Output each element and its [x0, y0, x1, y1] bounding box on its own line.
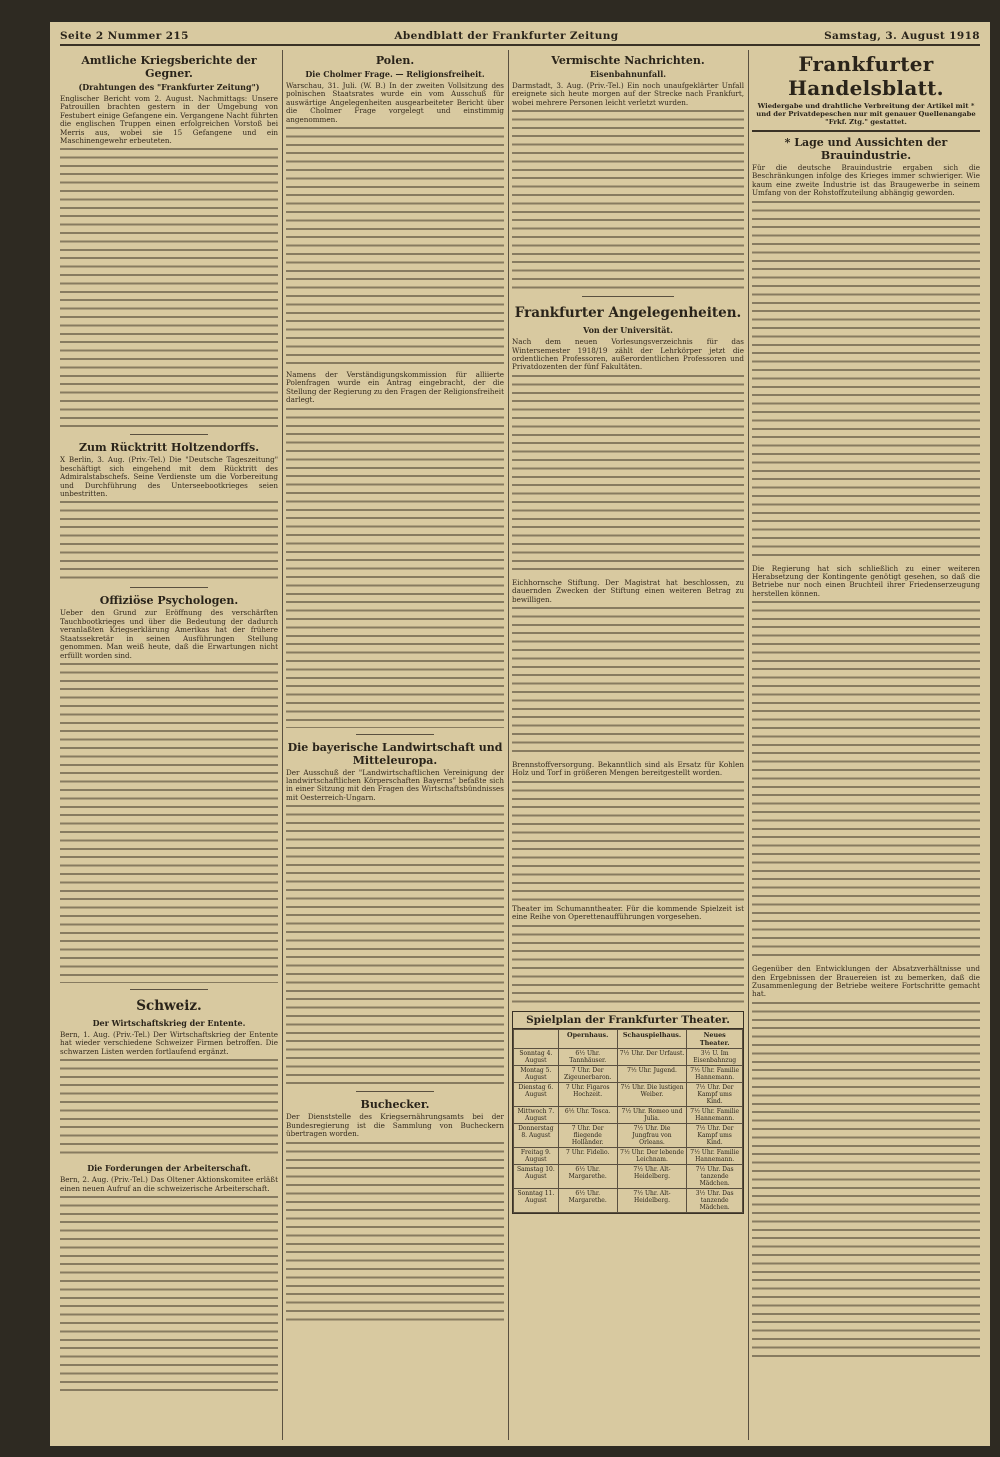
article-text: Darmstadt, 3. Aug. (Priv.-Tel.) Ein noch unaufgeklärter Unfall ereignete sich heute morgen auf der Strecke nach Frankfurt, wobei mehrere Personen leicht verletzt wurden. — [512, 81, 744, 107]
column-1 — [60, 50, 278, 1442]
column-rule — [282, 50, 283, 1440]
table-cell: Samstag 10. August — [514, 1164, 559, 1188]
table-cell: 7½ Uhr. Romeo und Julia. — [617, 1106, 687, 1123]
article-subheadline: Der Wirtschaftskrieg der Entente. — [92, 1017, 246, 1028]
article-text-block — [286, 408, 504, 728]
table-row — [514, 1082, 743, 1106]
article-text-block — [60, 1196, 278, 1396]
article-text: Für die deutsche Brauindustrie ergaben sich die Beschränkungen infolge des Krieges immer schwieriger. Wie kaum eine zweite Industrie ist das Braugewerbe in seinem Umfang von der Rohstoffzuteilung abhängig geworden. — [752, 163, 980, 198]
section-masthead-note: Wiedergabe und drahtliche Verbreitung der Artikel mit * und der Privatdepeschen nur mit genauer Quellenangabe "Frkf. Ztg." gestattet. — [756, 102, 976, 126]
divider — [356, 734, 434, 735]
article-text: Eichhornsche Stiftung. Der Magistrat hat beschlossen, zu dauernden Zwecken der Stiftung einen weiteren Betrag zu bewilligen. — [512, 577, 744, 604]
table-header-row — [514, 1029, 743, 1048]
table-row — [514, 1164, 743, 1188]
table-cell: 7½ Uhr. Alt-Heidelberg. — [617, 1164, 687, 1188]
table-cell: Sonntag 11. August — [514, 1188, 559, 1212]
article-subheadline: Die Forderungen der Arbeiterschaft. — [87, 1163, 251, 1174]
header-date: Samstag, 3. August 1918 — [824, 30, 980, 42]
column-rule — [508, 50, 509, 1440]
table-cell: 6½ Uhr. Tosca. — [558, 1106, 617, 1123]
table-cell: Dienstag 6. August — [514, 1082, 559, 1106]
article-text: Bern, 1. Aug. (Priv.-Tel.) Der Wirtschaftskrieg der Entente hat wieder verschiedene Schweizer Firmen betroffen. Die schwarzen Listen werden fortlaufend ergänzt. — [60, 1029, 278, 1056]
table-cell: 7 Uhr. Fidelio. — [558, 1147, 617, 1164]
table-row — [514, 1106, 743, 1123]
article-text-block — [60, 1059, 278, 1159]
theater-schedule-table — [513, 1029, 743, 1213]
table-cell: Freitag 9. August — [514, 1147, 559, 1164]
column-3 — [512, 50, 744, 1442]
table-header-cell — [514, 1029, 559, 1048]
table-cell: 3½ U. Im Eisenbahnzug — [687, 1048, 743, 1065]
article-text-block — [512, 110, 744, 290]
article-text: Bern, 2. Aug. (Priv.-Tel.) Das Oltener Aktionskomitee erläßt einen neuen Aufruf an die schweizerische Arbeiterschaft. — [60, 1175, 278, 1193]
table-row — [514, 1048, 743, 1065]
article-subheadline: Von der Universität. — [583, 325, 673, 336]
article-text: Gegenüber den Entwicklungen der Absatzverhältnisse und den Ergebnissen der Brauereien ist zu bemerken, daß die Zusammenlegung der Betriebe weitere Fortschritte gemacht hat. — [752, 964, 980, 999]
article-subheadline: Die Cholmer Frage. — Religionsfreiheit. — [305, 69, 485, 79]
article-text: Warschau, 31. Juli. (W. B.) In der zweiten Vollsitzung des polnischen Staatsrates wurde ein vom Ausschuß für auswärtige Angelegenheiten ausgearbeiteter Bericht über die Cholmer Frage vorgelegt und einstimmig angenommen. — [286, 81, 504, 124]
column-rule — [748, 50, 749, 1440]
header-page-number: Seite 2 Nummer 215 — [60, 30, 189, 42]
table-cell: 7½ Uhr. Familie Hannemann. — [687, 1147, 743, 1164]
table-row — [514, 1123, 743, 1147]
article-headline: Zum Rücktritt Holtzendorffs. — [78, 441, 260, 455]
article-text-block — [286, 127, 504, 367]
table-cell: 7½ Uhr. Die Jungfrau von Orleans. — [617, 1123, 687, 1147]
article-text-block — [286, 1142, 504, 1322]
article-text-block — [752, 601, 980, 961]
article-headline: Vermischte Nachrichten. — [551, 54, 705, 67]
table-cell: 6½ Uhr. Margarethe. — [558, 1164, 617, 1188]
divider — [130, 587, 208, 588]
table-cell: Donnerstag 8. August — [514, 1123, 559, 1147]
divider — [130, 434, 208, 435]
table-cell: Montag 5. August — [514, 1065, 559, 1082]
table-cell: Sonntag 4. August — [514, 1048, 559, 1065]
article-text-block — [752, 201, 980, 561]
article-text-block — [60, 148, 278, 428]
article-headline: Die bayerische Landwirtschaft und Mitteleuropa. — [287, 740, 503, 767]
article-headline: Schweiz. — [136, 997, 202, 1014]
page-header — [60, 28, 980, 46]
article-text: Der Ausschuß der "Landwirtschaftlichen Vereinigung der landwirtschaftlichen Körperschaften Bayerns" befaßte sich in einer Sitzung mit den Fragen des Wirtschaftsbündnisses mit Oesterreich-Ungarn. — [286, 767, 504, 802]
article-headline: Amtliche Kriegsberichte der Gegner. — [81, 54, 257, 80]
article-text-block — [512, 925, 744, 1005]
table-cell: 7½ Uhr. Familie Hannemann. — [687, 1106, 743, 1123]
table-cell: 7 Uhr. Figaros Hochzeit. — [558, 1082, 617, 1106]
article-text: Englischer Bericht vom 2. August. Nachmittags: Unsere Patrouillen brachten gestern in der Umgebung von Festubert einige Gefangene ein. Vergangene Nacht führten die englischen Truppen einen erfolgreichen Vorstoß bei Merris aus, wobei sie 15 Gefangene und ein Maschinengewehr erbeuteten. — [60, 94, 278, 146]
table-cell: 7½ Uhr. Das tanzende Mädchen. — [687, 1164, 743, 1188]
table-cell: 7½ Uhr. Der Kampf ums Kind. — [687, 1123, 743, 1147]
section-masthead: Frankfurter Handelsblatt. — [788, 52, 944, 100]
table-header-cell: Schauspielhaus. — [617, 1029, 687, 1048]
table-header-cell: Opernhaus. — [558, 1029, 617, 1048]
table-row — [514, 1188, 743, 1212]
article-text: Nach dem neuen Vorlesungsverzeichnis für das Wintersemester 1918/19 zählt der Lehrkörper jetzt die ordentlichen Professoren, außerordentlichen Professoren und Privatdozenten der fünf Fakultäten. — [512, 337, 744, 372]
column-4 — [752, 50, 980, 1442]
article-headline: Frankfurter Angelegenheiten. — [514, 305, 742, 322]
article-text: Brennstoffversorgung. Bekanntlich sind als Ersatz für Kohlen Holz und Torf in größeren Mengen bereitgestellt worden. — [512, 760, 744, 778]
divider — [356, 1091, 434, 1092]
article-text: Der Dienststelle des Kriegsernährungsamts bei der Bundesregierung ist die Sammlung von Bucheckern übertragen worden. — [286, 1112, 504, 1139]
article-text: Ueber den Grund zur Eröffnung des verschärften Tauchbootkrieges und über die Bedeutung der dadurch veranlaßten Kriegserklärung Amerikas hat der frühere Staatssekretär in seinen Ausführungen Stellung genommen. Man weiß heute, daß die Erwartungen nicht erfüllt worden sind. — [60, 608, 278, 660]
column-2 — [286, 50, 504, 1442]
table-cell: 7½ Uhr. Der Urfaust. — [617, 1048, 687, 1065]
article-text-block — [752, 1002, 980, 1362]
table-cell: 7½ Uhr. Der lebende Leichnam. — [617, 1147, 687, 1164]
article-text-block — [60, 501, 278, 581]
article-text-block — [512, 607, 744, 757]
article-text-block — [60, 663, 278, 983]
header-newspaper-name: Abendblatt der Frankfurter Zeitung — [394, 30, 619, 42]
table-cell: 7 Uhr. Der Zigeunerbaron. — [558, 1065, 617, 1082]
article-subheadline: (Drahtungen des "Frankfurter Zeitung") — [78, 82, 260, 92]
table-cell: 7½ Uhr. Alt-Heidelberg. — [617, 1188, 687, 1212]
article-headline: Buchecker. — [360, 1098, 430, 1112]
article-text: Theater im Schumanntheater. Für die kommende Spielzeit ist eine Reihe von Operettenaufführungen vorgesehen. — [512, 903, 744, 922]
article-text-block — [512, 375, 744, 575]
article-headline: Polen. — [375, 54, 415, 67]
theater-schedule — [512, 1011, 744, 1214]
table-cell: 7½ Uhr. Die lustigen Weiber. — [617, 1082, 687, 1106]
table-cell: 3½ Uhr. Das tanzende Mädchen. — [687, 1188, 743, 1212]
newspaper-page — [50, 22, 990, 1446]
divider — [582, 296, 674, 297]
article-text-block — [512, 781, 744, 901]
table-cell: 7½ Uhr. Familie Hannemann. — [687, 1065, 743, 1082]
table-row — [514, 1065, 743, 1082]
table-cell: 7½ Uhr. Jugend. — [617, 1065, 687, 1082]
article-text: Namens der Verständigungskommission für alliierte Polenfragen wurde ein Antrag eingebracht, der die Stellung der Regierung zu den Fragen der Religionsfreiheit darlegt. — [286, 370, 504, 405]
table-cell: 7 Uhr. Der fliegende Holländer. — [558, 1123, 617, 1147]
article-text: X Berlin, 3. Aug. (Priv.-Tel.) Die "Deutsche Tageszeitung" beschäftigt sich eingehend mit dem Rücktritt des Admiralstabschefs. Seine Verdienste um die Vorbereitung und Durchführung des Unterseebootkrieges seien unbestritten. — [60, 455, 278, 499]
table-cell: Mittwoch 7. August — [514, 1106, 559, 1123]
table-row — [514, 1147, 743, 1164]
article-text: Die Regierung hat sich schließlich zu einer weiteren Herabsetzung der Kontingente genötigt gesehen, so daß die Betriebe nur noch einen Bruchteil ihrer Friedenserzeugung herstellen können. — [752, 563, 980, 598]
theater-schedule-title: Spielplan der Frankfurter Theater. — [513, 1012, 743, 1029]
article-text-block — [286, 805, 504, 1085]
divider — [130, 989, 208, 990]
article-headline: * Lage und Aussichten der Brauindustrie. — [784, 136, 948, 162]
table-header-cell: Neues Theater. — [687, 1029, 743, 1048]
article-headline: Offiziöse Psychologen. — [99, 594, 239, 608]
table-cell: 7½ Uhr. Der Kampf ums Kind. — [687, 1082, 743, 1106]
divider — [752, 130, 980, 132]
table-cell: 6½ Uhr. Tannhäuser. — [558, 1048, 617, 1065]
article-subheadline: Eisenbahnunfall. — [589, 69, 667, 79]
table-cell: 6½ Uhr. Margarethe. — [558, 1188, 617, 1212]
